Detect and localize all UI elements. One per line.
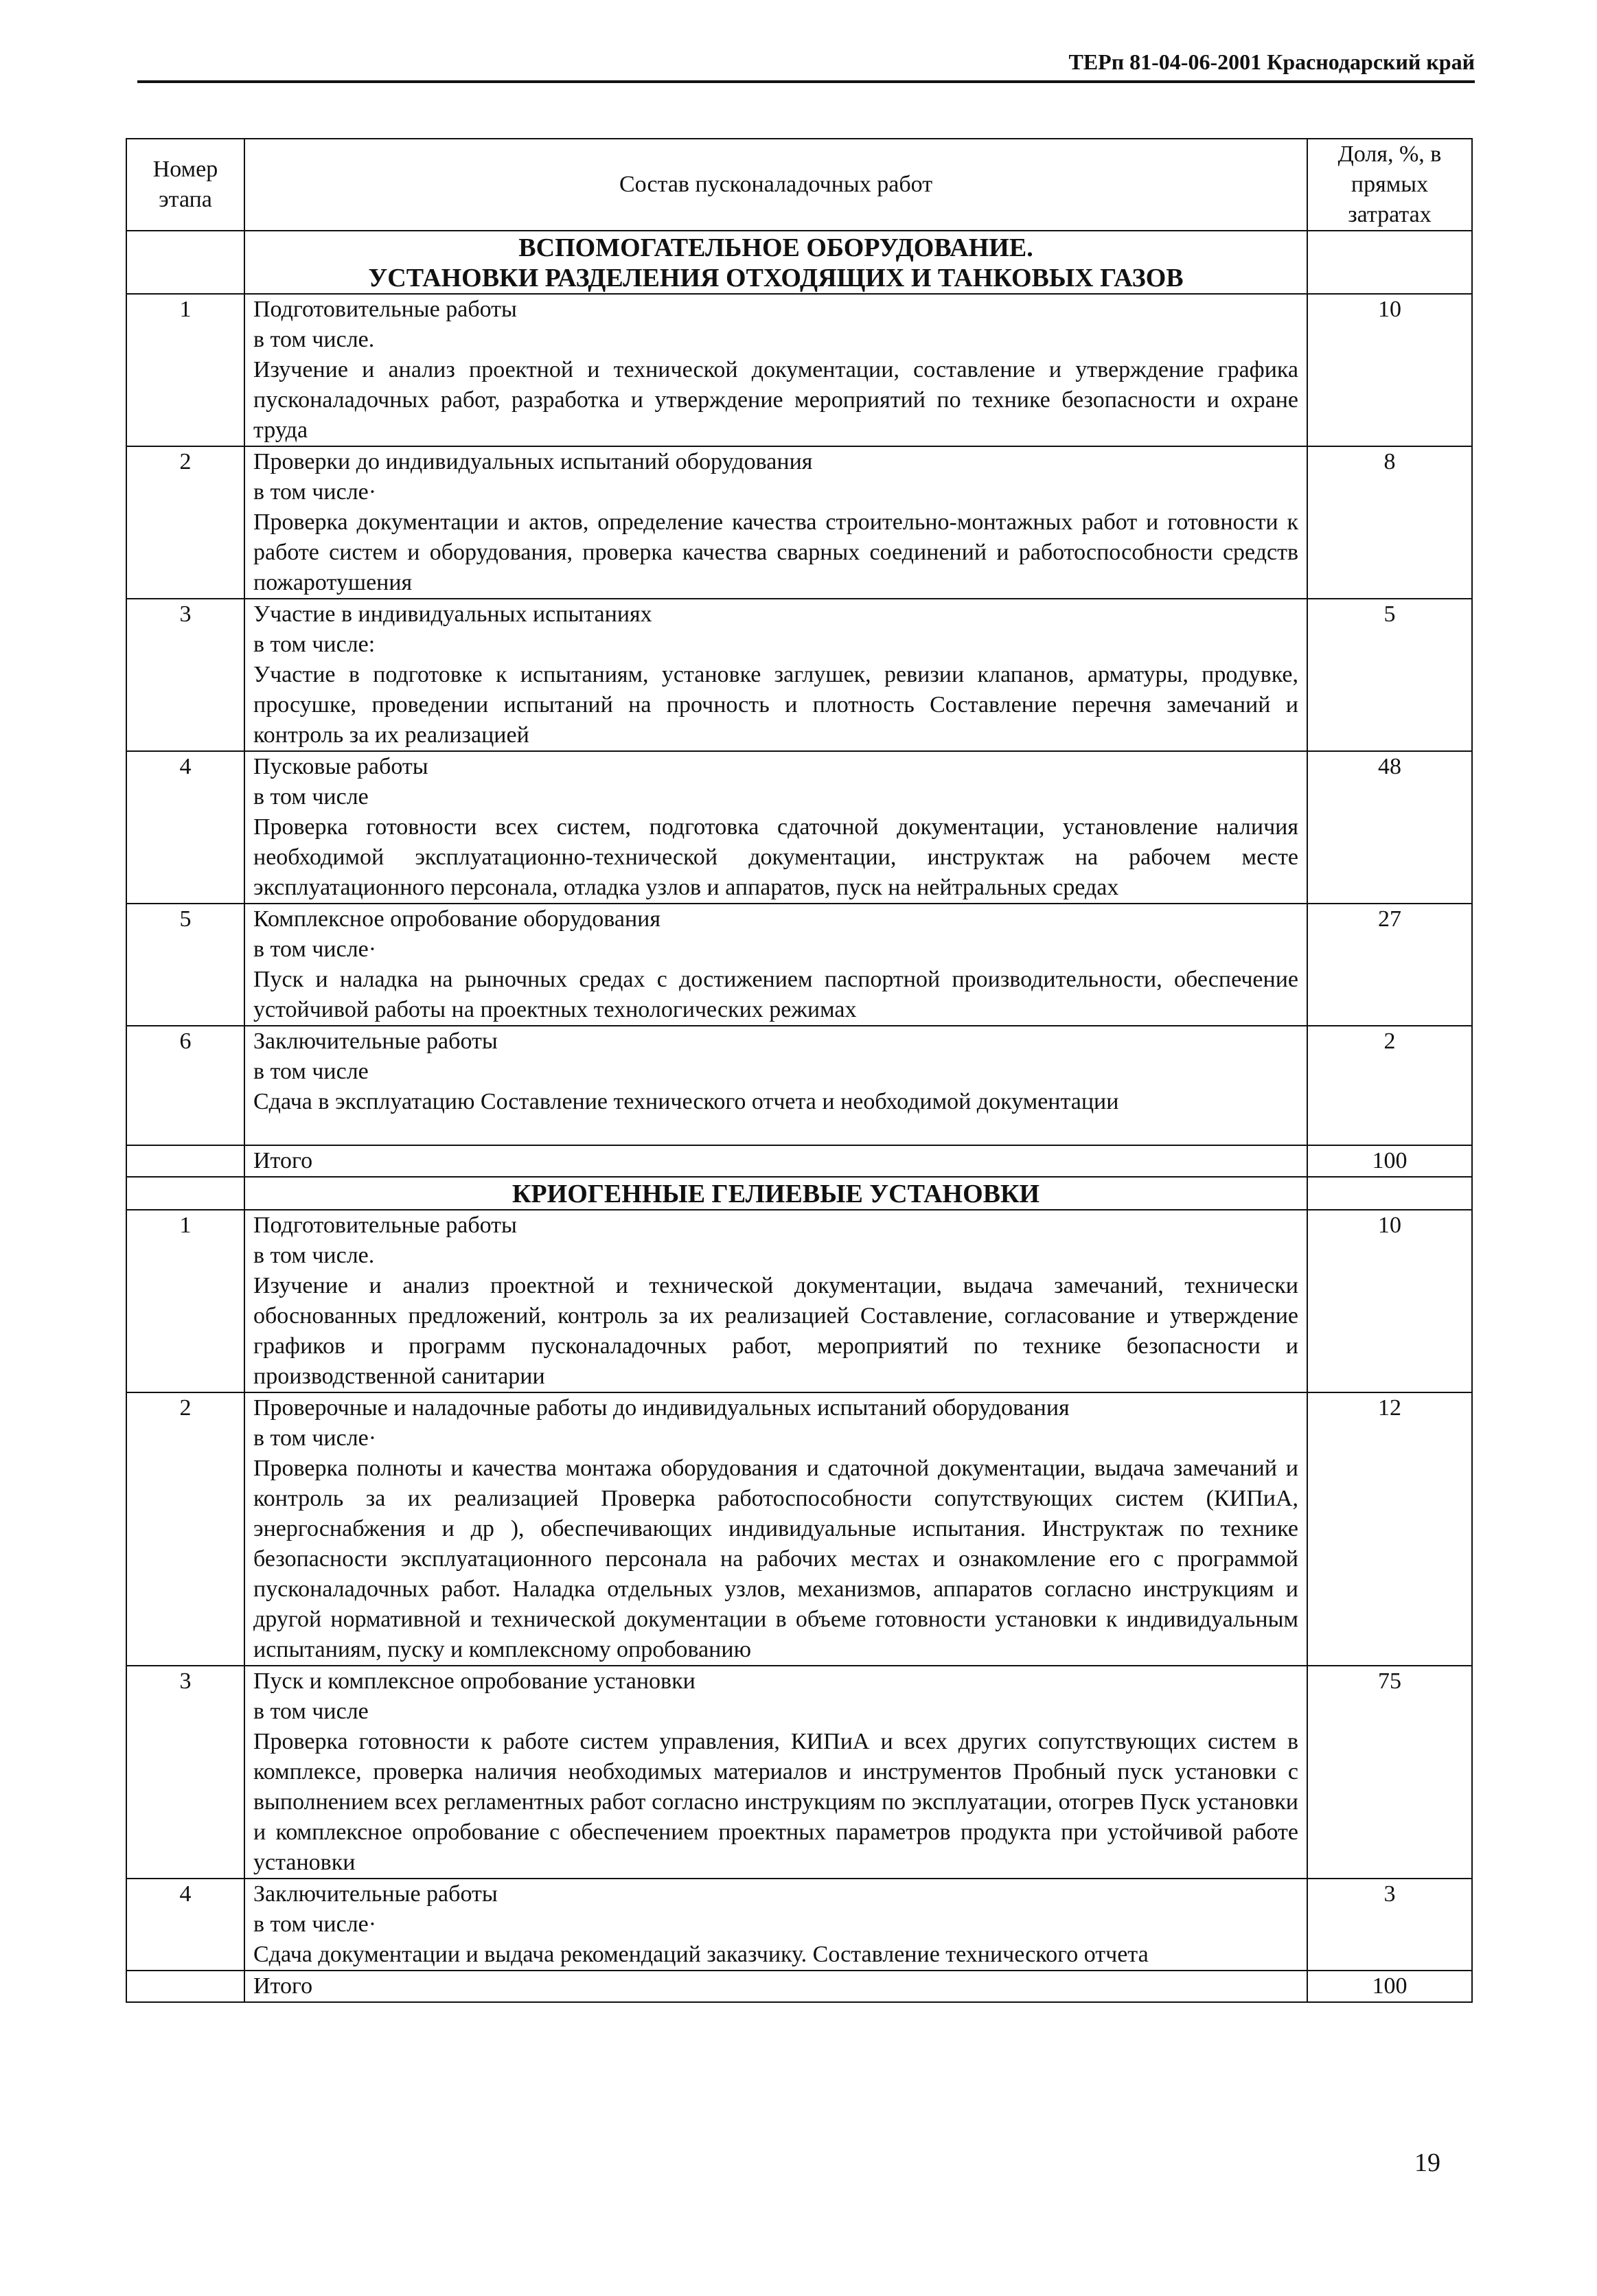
stage-subtitle: в том числе.	[253, 1243, 375, 1268]
stage-share: 27	[1307, 904, 1472, 1026]
stage-share: 10	[1307, 1210, 1472, 1392]
stage-content	[244, 1210, 1307, 1392]
stage-title: Подготовительные работы	[253, 1213, 517, 1238]
stage-number: 5	[126, 904, 244, 1026]
section-title	[244, 1177, 1307, 1210]
stage-title: Заключительные работы	[253, 1029, 498, 1054]
stage-subtitle: в том числе	[253, 1699, 369, 1724]
stage-description: Изучение и анализ проектной и технической документации, выдача замечаний, технически обоснованных предложений, контроль за их реализацией Составление, согласование и утверждение графиков и программ пусконаладочных работ, мероприятий по технике безопасности и производственной санитарии	[253, 1273, 1298, 1389]
table-row	[126, 1026, 1472, 1145]
section-title-row	[126, 1177, 1472, 1210]
column-header-stage-number: Номер этапа	[126, 139, 244, 231]
stage-subtitle: в том числе	[253, 1059, 369, 1084]
table-row	[126, 294, 1472, 446]
section-title-line: УСТАНОВКИ РАЗДЕЛЕНИЯ ОТХОДЯЩИХ И ТАНКОВЫХ ГАЗОВ	[368, 264, 1184, 292]
stage-title: Пуск и комплексное опробование установки	[253, 1668, 696, 1694]
stage-description: Проверка готовности всех систем, подготовка сдаточной документации, установление наличия необходимой эксплуатационно-технической документации, инструктаж на рабочем месте эксплуатационного персонала, отладка узлов и аппаратов, пуск на нейтральных средах	[253, 814, 1298, 900]
stage-share: 10	[1307, 294, 1472, 446]
stage-title: Проверочные и наладочные работы до индивидуальных испытаний оборудования	[253, 1395, 1070, 1421]
column-header-share: Доля, %, в прямых затратах	[1307, 139, 1472, 231]
stage-subtitle: в том числе·	[253, 937, 377, 962]
section-title-line: ВСПОМОГАТЕЛЬНОЕ ОБОРУДОВАНИЕ.	[518, 233, 1033, 262]
stage-subtitle: в том числе.	[253, 327, 375, 352]
stage-description: Проверка полноты и качества монтажа оборудования и сдаточной документации, выдача замечаний и контроль за их реализацией Проверка работоспособности сопутствующих систем (КИПиА, энергоснабжения и др ), обеспечивающих индивидуальные испытания. Инструктаж по технике безопасности эксплуатационного персонала на рабочих местах и ознакомление его с программой пусконаладочных работ. Наладка отдельных узлов, механизмов, аппаратов согласно инструкциям и другой нормативной и технической документации в объеме готовности установки к индивидуальным испытаниям, пуску и комплексному опробованию	[253, 1456, 1298, 1662]
total-value: 100	[1307, 1971, 1472, 2002]
page-number: 19	[1414, 2148, 1440, 2177]
stage-title: Комплексное опробование оборудования	[253, 906, 660, 932]
stage-subtitle: в том числе·	[253, 479, 377, 505]
running-header: ТЕРп 81-04-06-2001 Краснодарский край	[137, 49, 1475, 83]
stage-share: 3	[1307, 1879, 1472, 1971]
section-title-empty-cell	[1307, 1177, 1472, 1210]
stage-description: Проверка документации и актов, определение качества строительно-монтажных работ и готовности к работе систем и оборудования, проверка качества сварных соединений и работоспособности средств пожаротушения	[253, 509, 1298, 595]
stage-subtitle: в том числе:	[253, 632, 376, 657]
total-label: Итого	[244, 1971, 1307, 2002]
stage-content	[244, 446, 1307, 599]
table-row	[126, 446, 1472, 599]
stage-share: 8	[1307, 446, 1472, 599]
stage-description: Сдача в эксплуатацию Составление технического отчета и необходимой документации	[253, 1089, 1119, 1114]
stage-number: 4	[126, 751, 244, 904]
stage-number: 4	[126, 1879, 244, 1971]
section-title-empty-cell	[126, 231, 244, 294]
stage-number: 2	[126, 446, 244, 599]
table-header-row	[126, 139, 1472, 231]
section-title	[244, 231, 1307, 294]
stage-number: 6	[126, 1026, 244, 1145]
stage-subtitle: в том числе·	[253, 1912, 377, 1937]
stage-content	[244, 751, 1307, 904]
total-empty-cell	[126, 1145, 244, 1177]
stage-title: Пусковые работы	[253, 754, 428, 779]
section-title-empty-cell	[126, 1177, 244, 1210]
total-empty-cell	[126, 1971, 244, 2002]
table-row	[126, 599, 1472, 751]
commissioning-works-table	[126, 138, 1473, 2003]
table-row	[126, 904, 1472, 1026]
stage-description: Изучение и анализ проектной и технической документации, составление и утверждение графика пусконаладочных работ, разработка и утверждение мероприятий по технике безопасности и охране труда	[253, 357, 1298, 443]
stage-share: 12	[1307, 1392, 1472, 1666]
table-row	[126, 1879, 1472, 1971]
column-header-works: Состав пусконаладочных работ	[244, 139, 1307, 231]
stage-content	[244, 294, 1307, 446]
stage-number: 1	[126, 294, 244, 446]
stage-title: Участие в индивидуальных испытаниях	[253, 601, 652, 627]
stage-number: 3	[126, 599, 244, 751]
stage-subtitle: в том числе·	[253, 1425, 377, 1451]
stage-number: 1	[126, 1210, 244, 1392]
stage-description: Участие в подготовке к испытаниям, установке заглушек, ревизии клапанов, арматуры, продувке, просушке, проведении испытаний на прочность и плотность Составление перечня замечаний и контроль за их реализацией	[253, 662, 1298, 748]
blank-spacer	[253, 1117, 1298, 1145]
stage-share: 2	[1307, 1026, 1472, 1145]
total-value: 100	[1307, 1145, 1472, 1177]
section-title-row	[126, 231, 1472, 294]
stage-share: 75	[1307, 1666, 1472, 1879]
total-row	[126, 1971, 1472, 2002]
total-row	[126, 1145, 1472, 1177]
table-row	[126, 1210, 1472, 1392]
section-title-empty-cell	[1307, 231, 1472, 294]
stage-content	[244, 1026, 1307, 1145]
stage-description: Пуск и наладка на рыночных средах с достижением паспортной производительности, обеспечение устойчивой работы на проектных технологических режимах	[253, 967, 1298, 1022]
stage-description: Проверка готовности к работе систем управления, КИПиА и всех других сопутствующих систем в комплексе, проверка наличия необходимых материалов и инструментов Пробный пуск установки с выполнением всех регламентных работ согласно инструкциям по эксплуатации, отогрев Пуск установки и комплексное опробование с обеспечением проектных параметров продукта при устойчивой работе установки	[253, 1729, 1298, 1875]
table-row	[126, 1392, 1472, 1666]
stage-content	[244, 599, 1307, 751]
stage-content	[244, 1879, 1307, 1971]
stage-content	[244, 1392, 1307, 1666]
stage-subtitle: в том числе	[253, 784, 369, 810]
table-row	[126, 751, 1472, 904]
section-title-line: КРИОГЕННЫЕ ГЕЛИЕВЫЕ УСТАНОВКИ	[512, 1180, 1040, 1208]
stage-description: Сдача документации и выдача рекомендаций заказчику. Составление технического отчета	[253, 1942, 1149, 1967]
stage-number: 2	[126, 1392, 244, 1666]
total-label: Итого	[244, 1145, 1307, 1177]
stage-content	[244, 1666, 1307, 1879]
stage-number: 3	[126, 1666, 244, 1879]
stage-share: 5	[1307, 599, 1472, 751]
stage-title: Заключительные работы	[253, 1881, 498, 1907]
table-row	[126, 1666, 1472, 1879]
stage-title: Проверки до индивидуальных испытаний оборудования	[253, 449, 813, 474]
stage-content	[244, 904, 1307, 1026]
stage-share: 48	[1307, 751, 1472, 904]
stage-title: Подготовительные работы	[253, 297, 517, 322]
